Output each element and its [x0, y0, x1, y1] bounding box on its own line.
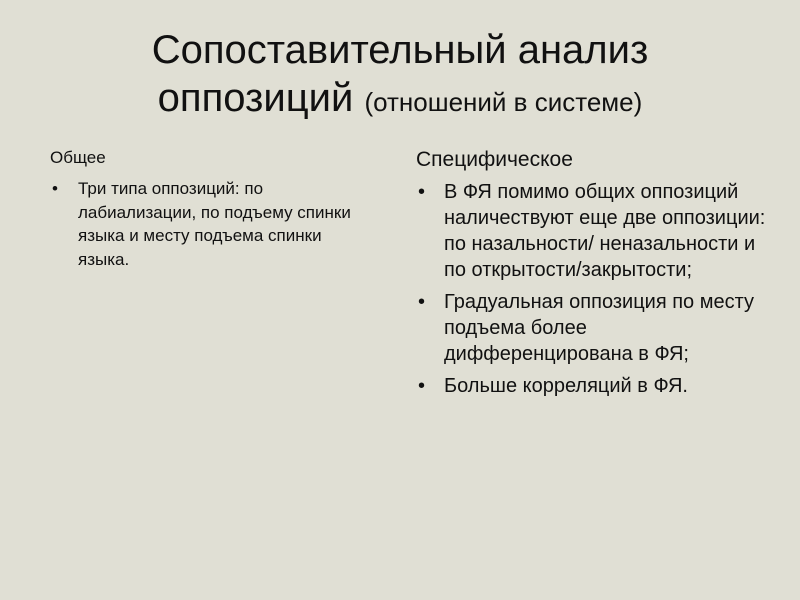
bullet-text: Больше корреляций в ФЯ. [444, 375, 688, 397]
bullet-text: В ФЯ помимо общих оппозиций наличествуют еще две оппозиции: по назальности/ неназальности и по открытости/закрытости; [444, 181, 766, 281]
right-bullet-list [416, 179, 766, 405]
list-item [50, 177, 370, 271]
left-column-heading: Общее [50, 148, 106, 167]
bullet-icon: • [418, 181, 426, 203]
title-subtitle: (отношений в системе) [364, 87, 643, 117]
right-column-heading: Специфическое [416, 148, 573, 171]
bullet-icon: • [418, 375, 426, 397]
title-line-2 [40, 74, 760, 126]
slide-title [40, 26, 760, 126]
bullet-text: Три типа оппозиций: по лабиализации, по подъему спинки языка и месту подъема спинки языка. [78, 179, 351, 269]
title-line-1: Сопоставительный анализ [151, 28, 649, 72]
left-bullet-list [50, 177, 370, 271]
bullet-icon: • [52, 179, 58, 198]
title-main-word: оппозиций [157, 76, 354, 120]
list-item [416, 179, 766, 283]
bullet-icon: • [418, 291, 426, 313]
list-item [416, 289, 766, 367]
bullet-text: Градуальная оппозиция по месту подъема более дифференцирована в ФЯ; [444, 291, 754, 365]
list-item [416, 373, 766, 399]
